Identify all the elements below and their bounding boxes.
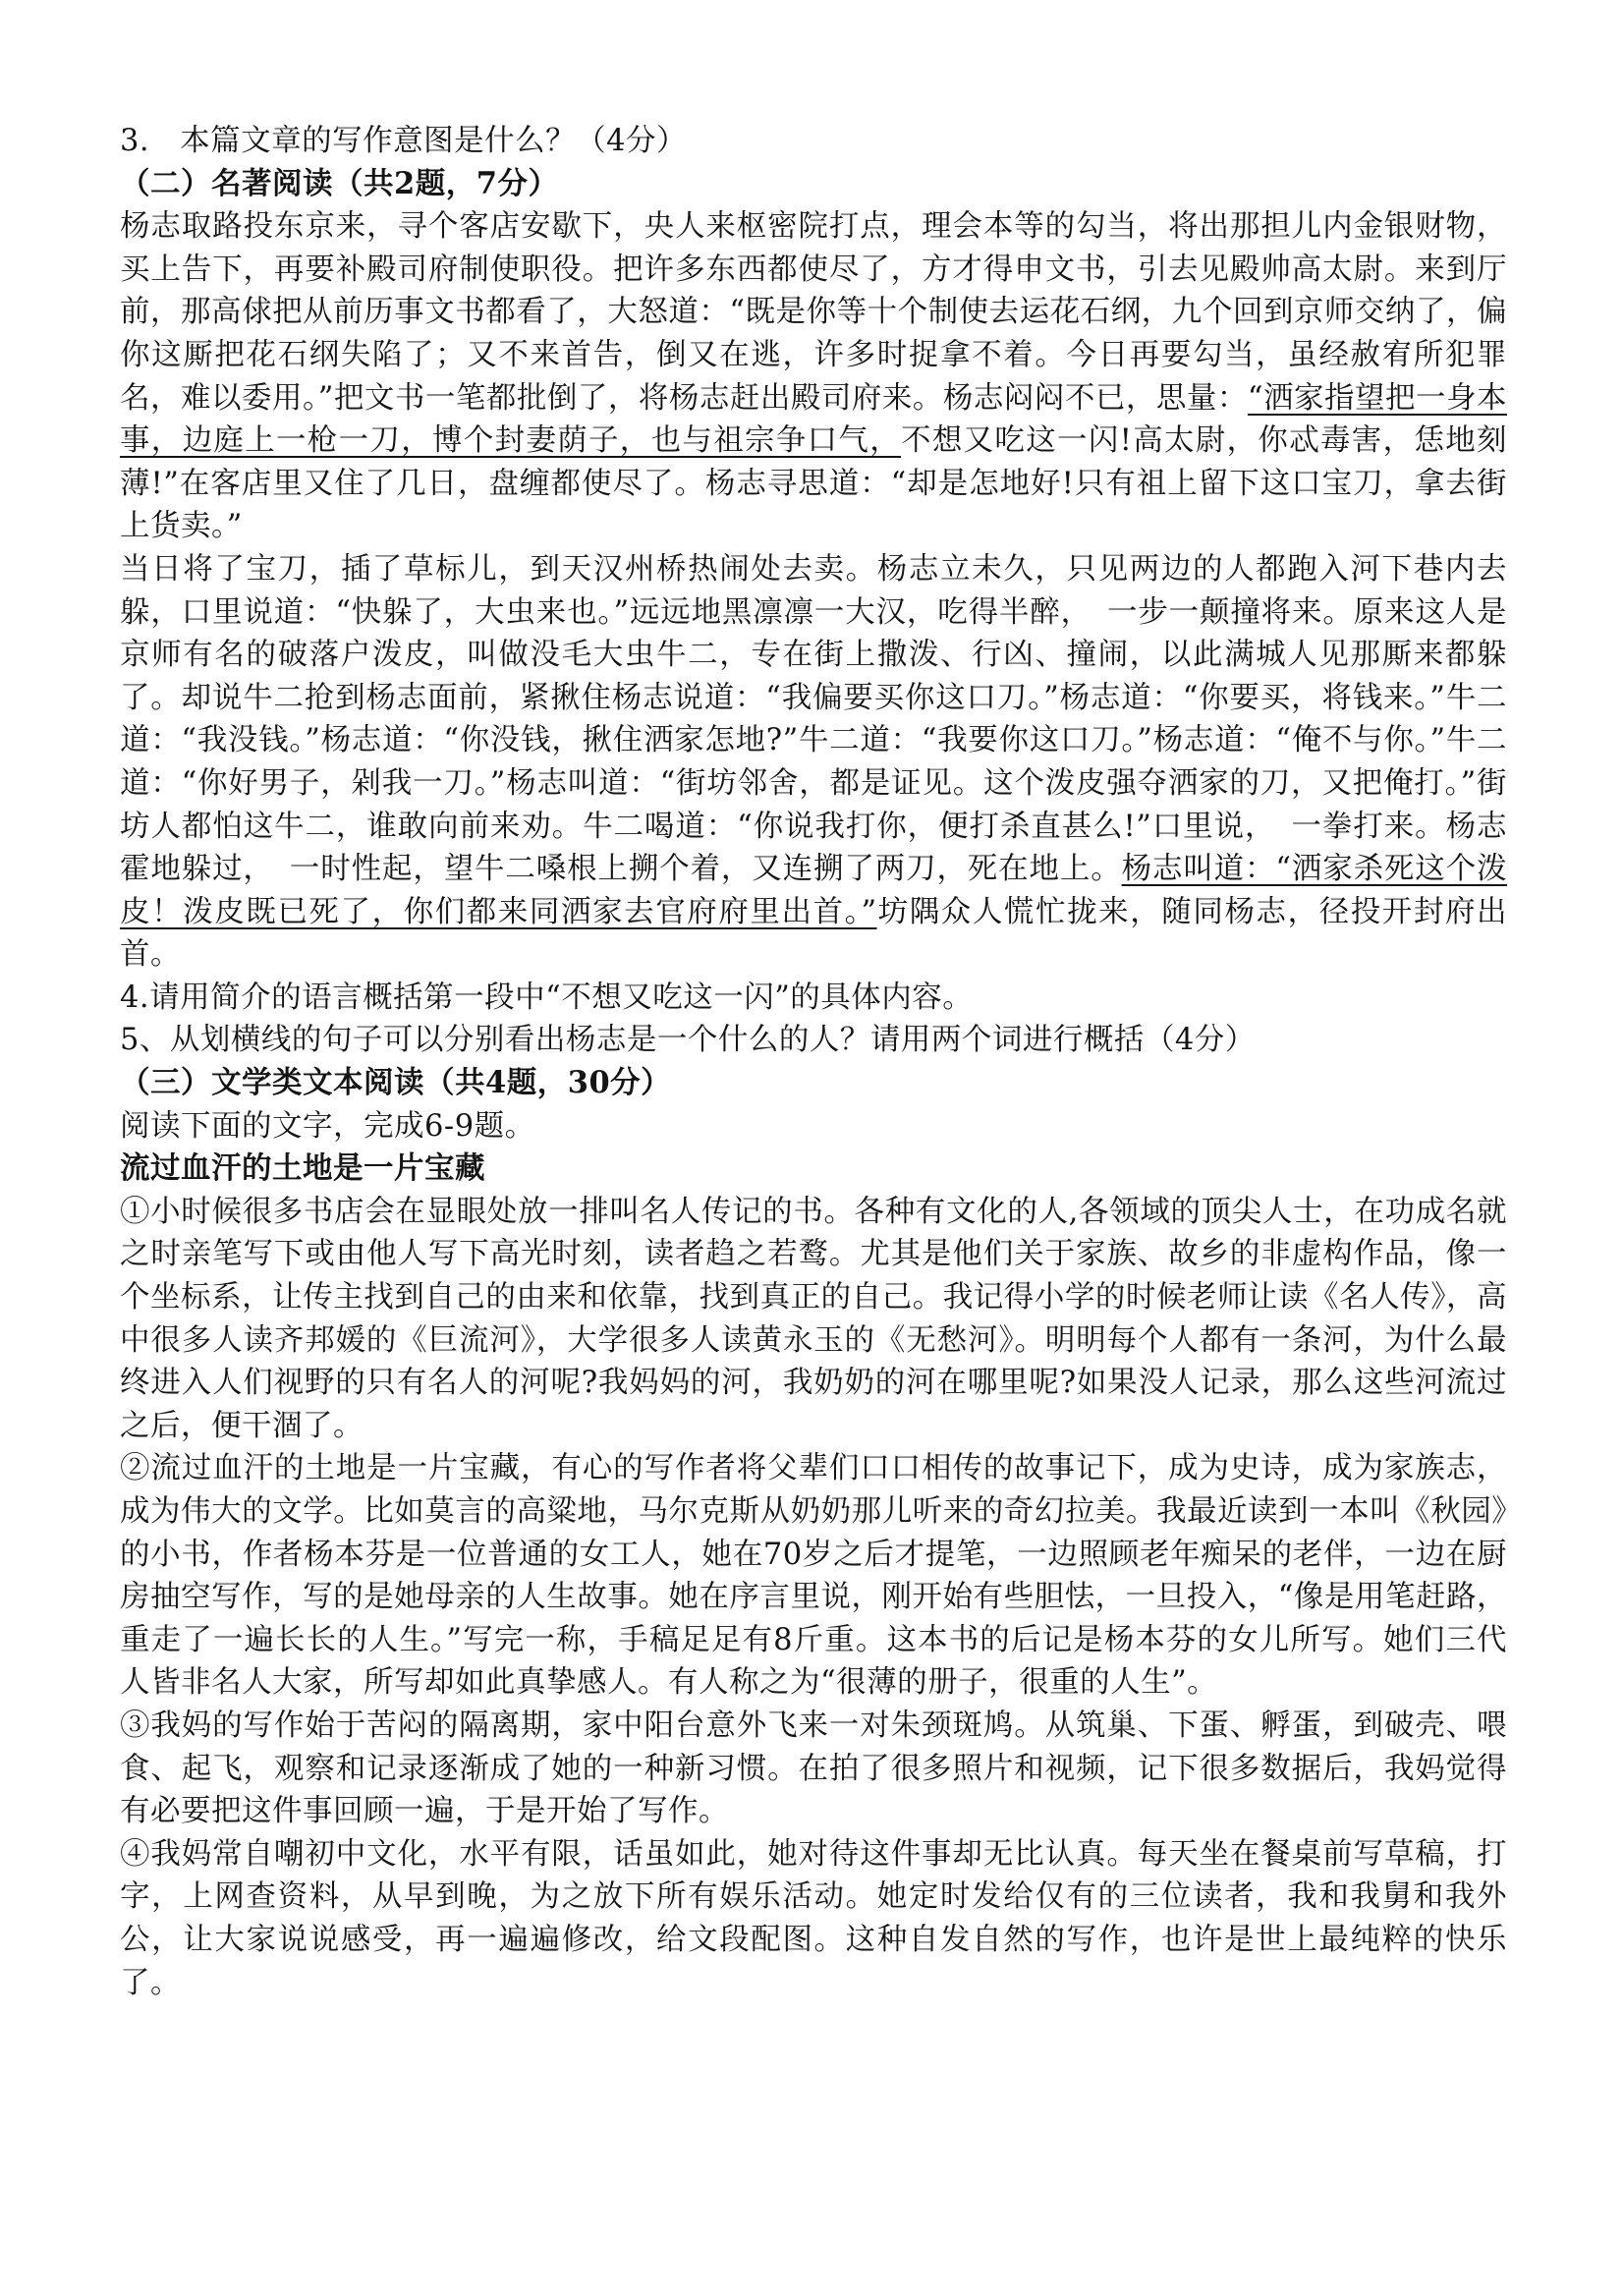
section-2-heading: （二）名著阅读（共2题，7分） (120, 165, 559, 201)
passage-1-paragraph-1 (120, 205, 1507, 548)
article-paragraph-2: ②流过血汗的土地是一片宝藏，有心的写作者将父辈们口口相传的故事记下，成为史诗，成为家族志，成为伟大的文学。比如莫言的高粱地，马尔克斯从奶奶那儿听来的奇幻拉美。我最近读到一本叫《秋园》的小书，作者杨本芬是一位普通的女工人，她在70岁之后才提笔，一边照顾老年痴呆的老伴，一边在厨房抽空写作，写的是她母亲的人生故事。她在序言里说，刚开始有些胆怯，一旦投入，“像是用笔赶路，重走了一遍长长的人生。”写完一称，手稿足足有8斤重。这本书的后记是杨本芬的女儿所写。她们三代人皆非名人大家，所写却如此真挚感人。有人称之为“很薄的册子，很重的人生”。 (120, 1451, 1507, 1701)
passage-1-text-a: 杨志取路投东京来，寻个客店安歇下，央人来枢密院打点，理会本等的勾当，将出那担儿内金银财物，买上告下，再要补殿司府制使职役。把许多东西都使尽了，方才得申文书，引去见殿帅高太尉。来到厅前，那高俅把从前历事文书都看了，大怒道：“既是你等十个制使去运花石纲，九个回到京师交纳了，偏你这厮把花石纲失陷了；又不来首告，倒又在逃，许多时捉拿不着。今日再要勾当，虽经赦宥所犯罪名，难以委用。”把文书一笔都批倒了，将杨志赶出殿司府来。杨志闷闷不已，思量： (120, 209, 1507, 416)
section-3-heading: （三）文学类文本阅读（共4题，30分） (120, 1065, 672, 1101)
passage-1-text-b: 不想又吃这一闪!高太尉，你忒毒害，恁地刻薄!”在客店里又住了几日，盘缠都使尽了。杨志寻思道：“却是怎地好!只有祖上留下这口宝刀，拿去街上货卖。” (120, 423, 1508, 544)
passage-2-text-a: 当日将了宝刀，插了草标儿，到天汉州桥热闹处去卖。杨志立未久，只见两边的人都跑入河下巷内去躲，口里说道：“快躲了，大虫来也。”远远地黑凛凛一大汉，吃得半醉， 一步一颠撞将来。原来这人是京师有名的破落户泼皮，叫做没毛大虫牛二，专在街上撒泼、行凶、撞闹，以此满城人见那厮来都躲了。却说牛二抢到杨志面前，紧揪住杨志说道：“我偏要买你这口刀。”杨志道：“你要买，将钱来。”牛二道：“我没钱。”杨志道：“你没钱，揪住洒家怎地?”牛二道：“我要你这口刀。”杨志道：“俺不与你。”牛二道：“你好男子，剁我一刀。”杨志叫道：“街坊邻舍，都是证见。这个泼皮强夺洒家的刀，又把俺打。”街坊人都怕这牛二，谁敢向前来劝。牛二喝道：“你说我打你，便打杀直甚么!”口里说， 一拳打来。杨志霍地躲过， 一时性起，望牛二嗓根上搠个着，又连搠了两刀，死在地上。 (120, 551, 1507, 887)
passage-1-paragraph-2 (120, 548, 1507, 977)
passage-2-text-b: 坊隅众人慌忙拢来，随同杨志，径投开封府出首。 (120, 894, 1508, 973)
underlined-sentence-2: 杨志叫道：“洒家杀死这个泼皮！泼皮既已死了，你们都来同洒家去官府府里出首。” (120, 852, 1508, 929)
article-title: 流过血汗的土地是一片宝藏 (120, 1150, 485, 1187)
reading-instruction: 阅读下面的文字，完成6-9题。 (120, 1108, 535, 1144)
article-paragraph-4: ④我妈常自嘲初中文化，水平有限，话虽如此，她对待这件事却无比认真。每天坐在餐桌前写草稿，打字，上网查资料，从早到晚，为之放下所有娱乐活动。她定时发给仅有的三位读者，我和我舅和我外公，让大家说说感受，再一遍遍修改，给文段配图。这种自发自然的写作，也许是世上最纯粹的快乐了。 (120, 1836, 1507, 2000)
question-3: 3. 本篇文章的写作意图是什么？（4分） (120, 124, 688, 158)
question-4: 4.请用简介的语言概括第一段中“不想又吃这一闪”的具体内容。 (120, 980, 974, 1015)
page-content (120, 120, 1507, 2004)
question-5: 5、从划横线的句子可以分别看出杨志是一个什么的人？请用两个词进行概括（4分） (120, 1023, 1256, 1058)
article-paragraph-1: ①小时候很多书店会在显眼处放一排叫名人传记的书。各种有文化的人,各领域的顶尖人士，在功成名就之时亲笔写下或由他人写下高光时刻，读者趋之若鹜。尤其是他们关于家族、故乡的非虚构作品，像一个坐标系，让传主找到自己的由来和依靠，找到真正的自己。我记得小学的时候老师让读《名人传》，高中很多人读齐邦媛的《巨流河》，大学很多人读黄永玉的《无愁河》。明明每个人都有一条河，为什么最终进入人们视野的只有名人的河呢?我妈妈的河，我奶奶的河在哪里呢?如果没人记录，那么这些河流过之后，便干涸了。 (120, 1194, 1507, 1443)
underlined-sentence-1: “洒家指望把一身本事，边庭上一枪一刀，博个封妻荫子，也与祖宗争口气， (120, 380, 1508, 459)
article-paragraph-3: ③我妈的写作始于苦闷的隔离期，家中阳台意外飞来一对朱颈斑鸠。从筑巢、下蛋、孵蛋，到破壳、喂食、起飞，观察和记录逐渐成了她的一种新习惯。在拍了很多照片和视频，记下很多数据后，我妈觉得有必要把这件事回顾一遍，于是开始了写作。 (120, 1708, 1507, 1829)
